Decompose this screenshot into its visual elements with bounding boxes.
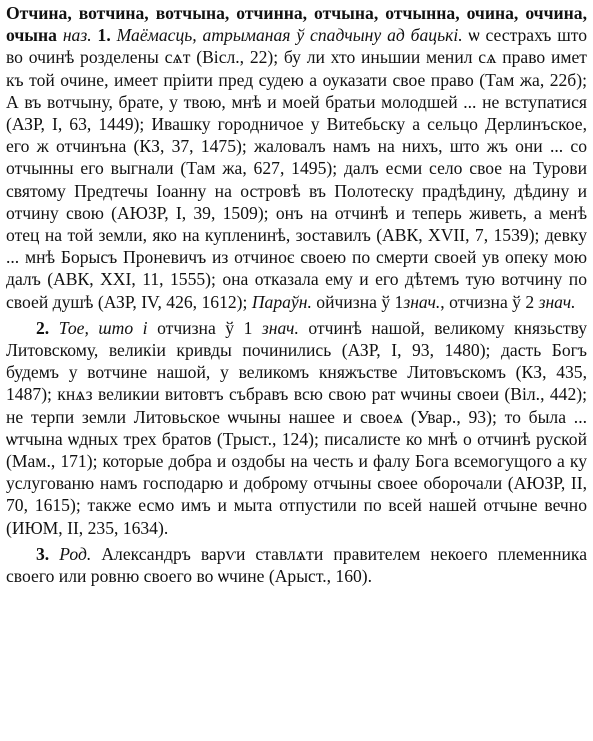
part-of-speech: наз. (62, 25, 92, 46)
sense-1-paragraph (6, 2, 587, 313)
sense-2-definition-lead: Тое, што і (58, 317, 148, 338)
sense-1-definition: Маёмасць, атрыманая ў спадчыну ад бацькі. (116, 25, 463, 46)
sense-2-citations: отчинѣ нашой, великому князьству Литовскому, великiи кривды починились (АЗР, I, 93, 1480); дасть Богъ будемъ у вотчине нашой, у великомъ княжъстве Литовъскомъ (КЗ, 435, 1487); кнѧз великии витовтъ събравъ всю свою рат ѡчины своеи (Віл., 442); не терпи земли Литовьское ѡчыны нашее и своеѧ (Увар., 93); то была ... ѡтчына ѡдных трех братов (Трыст., 124); писалисте ко мнѣ о отчинѣ руской (Мам., 171); которые добра и оздобы на честь и фалу Бога всемогущого а ку услугованю намъ господарю и доброму отчыны своее оборочали (АЮЗР, II, 70, 1615); также есмо имъ и мыта отпустили по всей нашей отчыне вечно (ИЮМ, II, 235, 1634). (6, 317, 588, 538)
sense-1-compare-tail: , отчизна ў 2 (440, 291, 535, 312)
sense-3-citations: Александръ варѵи ставлѧти правителем некоего племенника своего или ровню своего во ѡчине (Арыст., 160). (6, 543, 588, 587)
sense-1-compare-label: Параўн. (251, 291, 312, 312)
sense-2-definition-znach: знач. (261, 317, 299, 338)
sense-1-compare-znach-2: знач. (538, 291, 576, 312)
sense-3-definition: Род. (59, 543, 92, 564)
sense-1-compare-ref: ойчизна ў 1 (316, 291, 404, 312)
sense-2-number: 2. (36, 317, 50, 338)
sense-1-number: 1. (97, 25, 111, 46)
sense-1-compare-znach: знач. (403, 291, 441, 312)
sense-3-paragraph (6, 543, 587, 587)
sense-2-paragraph (6, 317, 587, 539)
sense-2-definition-ref: отчизна ў 1 (157, 317, 253, 338)
sense-1-citations: ѡ сестрахъ што во очинѣ розделены сѧт (Вісл., 22); бу ли хто иньшии менил сѧ право имет къ той очине, имеет прiити пред судею а оуказати свое право (Там жа, 22б); А въ вотчыну, брате, у твою, мнѣ и моей братьи молодшей ... не вступатися (АЗР, I, 63, 1449); Ивашку городничое у Витебьску а сельцо Дерлинъское, его ж отчинъна (КЗ, 37, 1475); жаловалъ намъ на нихъ, што жъ они ... со отчынны его выгнали (Там жа, 627, 1495); далъ есми село свое на Турови святому Предтечы Iоанну на островѣ въ Полотеску прадѣдину, дѣдину и отчину свою (АЮЗР, I, 39, 1509); онъ на отчинѣ и теперь живеть, а менѣ отец на той земли, яко на купленинѣ, зоставилъ (АВК, XVII, 7, 1539); девку ... мнѣ Борысъ Проневичъ из отчиноє своею по смерти своей ув опеку мою далъ (АВК, XXI, 11, 1555); она отказала ему и его дѣтемъ тую вотчину по своей душѣ (АЗР, IV, 426, 1612); (6, 25, 588, 312)
headword: Отчина, вотчина, вотчына, отчинна, отчына, отчынна, очина, оччина, очына (6, 3, 587, 46)
sense-3-number: 3. (36, 543, 50, 564)
